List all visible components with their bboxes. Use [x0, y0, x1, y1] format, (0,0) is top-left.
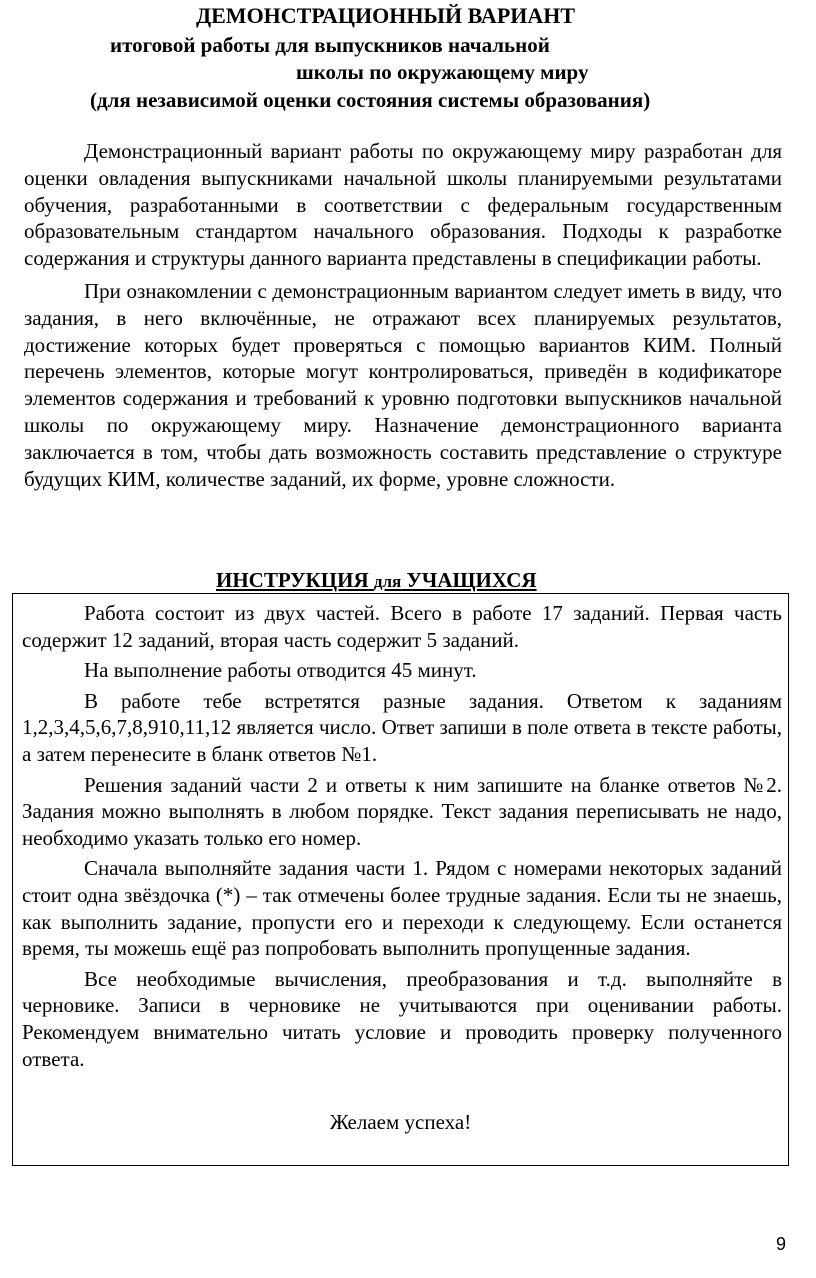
instruction-box: [12, 593, 789, 1166]
good-luck-text: Желаем успеха!: [329, 1110, 472, 1134]
document-subtitle-line2: школы по окружающему миру: [296, 60, 589, 84]
document-title: ДЕМОНСТРАЦИОННЫЙ ВАРИАНТ: [196, 3, 576, 28]
intro-paragraph-1: Демонстрационный вариант работы по окружающему миру разработан для оценки овладения выпускниками начальной школы планируемыми результатами обучения, разработанными в соответствии с федеральным государственным образовательным стандартом начального образования. Подходы к разработке содержания и структуры данного варианта представлены в спецификации работы.: [24, 139, 782, 271]
intro-paragraph-2: При ознакомлении с демонстрационным вариантом следует иметь в виду, что задания, в него включённые, не отражают всех планируемых результатов, достижение которых будет проверяться с помощью вариантов КИМ. Полный перечень элементов, которые могут контролироваться, приведён в кодификаторе элементов содержания и требований к уровню подготовки выпускников начальной школы по окружающему миру. Назначение демонстрационного варианта заключается в том, чтобы дать возможность составить представление о структуре будущих КИМ, количестве заданий, их форме, уровне сложности.: [24, 278, 782, 491]
instruction-paragraph-5: Сначала выполняйте задания части 1. Рядом с номерами некоторых заданий стоит одна звёздочка (*) – так отмечены более трудные задания. Если ты не знаешь, как выполнить задание, пропусти его и переходи к следующему. Если останется время, ты можешь ещё раз попробовать выполнить пропущенные задания.: [22, 856, 782, 961]
instruction-paragraph-4: Решения заданий части 2 и ответы к ним запишите на бланке ответов №2. Задания можно выполнять в любом порядке. Текст задания переписывать не надо, необходимо указать только его номер.: [22, 772, 782, 850]
intro-section: [24, 138, 782, 492]
instruction-paragraph-3: В работе тебе встретятся разные задания. Ответом к заданиям 1,2,3,4,5,6,7,8,910,11,12 является число. Ответ запиши в поле ответа в тексте работы, а затем перенесите в бланк ответов №1.: [22, 688, 782, 766]
instruction-title-part-2: для: [373, 572, 402, 591]
instruction-paragraph-6: Все необходимые вычисления, преобразования и т.д. выполняйте в черновике. Записи в черновике не учитываются при оценивании работы. Рекомендуем внимательно читать условие и проводить проверку полученного ответа.: [22, 966, 782, 1071]
instruction-title: [216, 567, 537, 595]
instruction-title-part-1: ИНСТРУКЦИЯ: [216, 568, 369, 592]
instruction-text: [22, 600, 782, 1076]
document-subtitle-line3: (для независимой оценки состояния системы образования): [90, 88, 651, 112]
instruction-paragraph-1: Работа состоит из двух частей. Всего в работе 17 заданий. Первая часть содержит 12 заданий, вторая часть содержит 5 заданий.: [22, 601, 782, 652]
instruction-title-part-3: УЧАЩИХСЯ: [406, 568, 537, 592]
instruction-paragraph-2: На выполнение работы отводится 45 минут.: [84, 658, 477, 683]
page-number: 9: [776, 1234, 787, 1254]
document-subtitle-line1: итоговой работы для выпускников начальной: [110, 33, 550, 57]
